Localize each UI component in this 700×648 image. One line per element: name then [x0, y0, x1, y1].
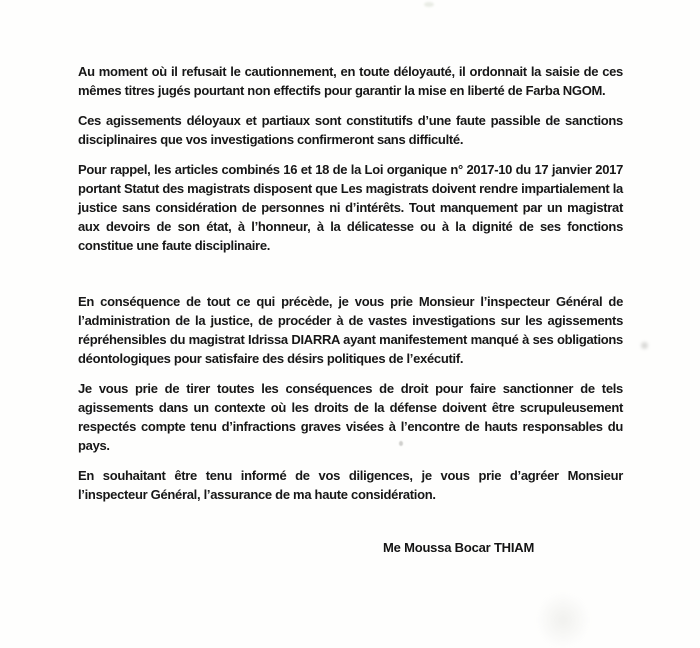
- scan-artifact-top: [424, 2, 434, 7]
- scan-artifact-bottom: [536, 592, 590, 648]
- signature-name: Me Moussa Bocar THIAM: [383, 540, 535, 555]
- scan-artifact-right: [641, 342, 648, 349]
- letter-paragraph-5: Je vous prie de tirer toutes les conséquences de droit pour faire sanctionner de tels agissements dans un contexte où les droits de la défense doivent être scrupuleusement respectés compte tenu d’infractions graves visées à l’encontre de hauts responsables du pays.: [78, 381, 623, 453]
- letter-paragraph-1: Au moment où il refusait le cautionnement, en toute déloyauté, il ordonnait la saisie de ces mêmes titres jugés pourtant non effectifs pour garantir la mise en liberté de Farba NGOM.: [78, 64, 623, 98]
- letter-body: [78, 62, 623, 555]
- letter-paragraph-6: En souhaitant être tenu informé de vos diligences, je vous prie d’agréer Monsieur l’inspecteur Général, l’assurance de ma haute considération.: [78, 468, 623, 502]
- letter-paragraph-3: Pour rappel, les articles combinés 16 et 18 de la Loi organique n° 2017-10 du 17 janvier 2017 portant Statut des magistrats disposent que Les magistrats doivent rendre impartialement la justice sans considération de personnes ni d’intérêts. Tout manquement par un magistrat aux devoirs de son état, à l’honneur, à la délicatesse ou à la dignité de ses fonctions constitue une faute disciplinaire.: [78, 162, 623, 253]
- letter-paragraph-4: En conséquence de tout ce qui précède, je vous prie Monsieur l’inspecteur Général de l’administration de la justice, de procéder à de vastes investigations sur les agissements répréhensibles du magistrat Idrissa DIARRA ayant manifestement manqué à ses obligations déontologiques pour satisfaire des désirs politiques de l’exécutif.: [78, 294, 623, 366]
- letter-paragraph-2: Ces agissements déloyaux et partiaux sont constitutifs d’une faute passible de sanctions disciplinaires que vos investigations confirmeront sans difficulté.: [78, 113, 623, 147]
